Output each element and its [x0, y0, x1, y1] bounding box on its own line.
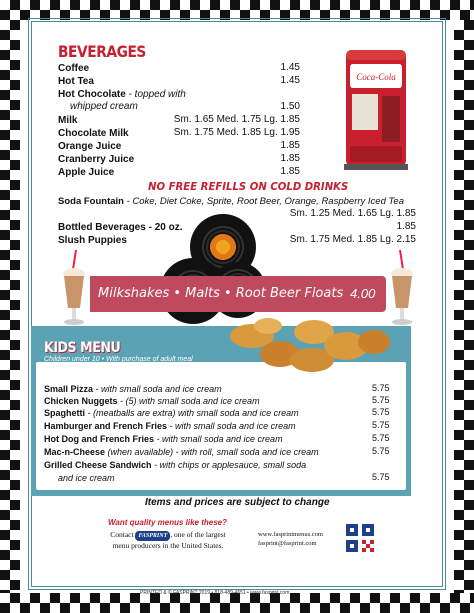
qr-code-icon[interactable]	[346, 524, 374, 552]
beverage-price: 1.50	[280, 101, 300, 112]
vending-machine-image	[340, 48, 412, 172]
beverage-row: Orange Juice	[58, 141, 122, 152]
fountain-sizes: Sm. 1.25 Med. 1.65 Lg. 1.85	[289, 208, 416, 219]
shakes-price: 4.00	[350, 286, 376, 301]
quality-prompt: Want quality menus like these?	[108, 518, 227, 527]
beverage-sizes: Sm. 1.65 Med. 1.75 Lg. 1.85	[173, 114, 300, 125]
kids-subtitle: Children under 10 • With purchase of adult meal	[44, 356, 193, 363]
fountain-row: Soda Fountain - Coke, Diet Coke, Sprite, Root Beer, Orange, Raspberry Iced Tea	[58, 196, 405, 207]
checker-border-left	[0, 0, 20, 613]
beverage-price: 1.85	[280, 166, 300, 177]
refill-notice: NO FREE REFILLS ON COLD DRINKS	[148, 180, 349, 193]
kids-row-note: and ice cream	[58, 473, 115, 483]
beverage-row: Cranberry Juice	[58, 154, 135, 165]
kids-price: 5.75	[372, 420, 390, 430]
beverage-row: Hot Chocolate - topped with	[58, 89, 186, 100]
kids-row: Spaghetti - (meatballs are extra) with small soda and ice cream	[44, 408, 299, 418]
milkshake-icon	[58, 250, 90, 330]
kids-price: 5.75	[372, 383, 390, 393]
kids-row: Hamburger and French Fries - with small soda and ice cream	[44, 421, 296, 431]
kids-title: KIDS MENU	[44, 340, 121, 356]
kids-price: 5.75	[372, 433, 390, 443]
kids-row: Mac-n-Cheese (when available) - with roll, small soda and ice cream	[44, 447, 319, 457]
beverage-row: Chocolate Milk	[58, 128, 129, 139]
kids-price: 5.75	[372, 472, 390, 482]
shakes-label: Milkshakes • Malts • Root Beer Floats	[98, 286, 344, 301]
beverage-row: Hot Tea	[58, 76, 94, 87]
beverage-price: 1.45	[280, 75, 300, 86]
kids-row: Hot Dog and French Fries - with small soda and ice cream	[44, 434, 283, 444]
vending-brand: Coca-Cola	[356, 72, 396, 82]
web-link[interactable]: www.fasprintmenus.com	[258, 531, 323, 538]
kids-price: 5.75	[372, 446, 390, 456]
fine-print: PRINTED & © FASPRINT 2019 • 818-489-4651 • www.fasprint.com	[140, 590, 290, 596]
beverage-row-note: whipped cream	[70, 101, 138, 112]
bottled-price: 1.85	[396, 221, 416, 232]
beverage-row: Coffee	[58, 63, 90, 74]
beverage-price: 1.85	[280, 140, 300, 151]
checker-border-top	[0, 0, 474, 20]
fasprint-logo: FASPRINT	[135, 531, 170, 541]
kids-row: Small Pizza - with small soda and ice cream	[44, 384, 222, 394]
web-contact	[258, 530, 323, 548]
beverage-row: Apple Juice	[58, 167, 115, 178]
beverages-title: BEVERAGES	[58, 42, 146, 61]
kids-price: 5.75	[372, 395, 390, 405]
slush-sizes: Sm. 1.75 Med. 1.85 Lg. 2.15	[289, 234, 416, 245]
beverage-price: 1.85	[280, 153, 300, 164]
beverage-price: 1.45	[280, 62, 300, 73]
chicken-nuggets-image	[222, 314, 392, 380]
kids-row: Grilled Cheese Sandwich - with chips or applesauce, small soda	[44, 460, 307, 470]
email-link[interactable]: fasprint@fasprint.com	[258, 540, 317, 547]
bottled-row: Bottled Beverages - 20 oz.	[58, 222, 183, 233]
slush-row: Slush Puppies	[58, 235, 127, 246]
kids-row: Chicken Nuggets - (5) with small soda and ice cream	[44, 396, 260, 406]
contact-text: Contact FASPRINT , one of the largest menu producers in the United States.	[110, 530, 226, 550]
subject-to-change-notice: Items and prices are subject to change	[145, 497, 330, 508]
checker-border-bottom	[0, 593, 474, 613]
checker-border-right	[454, 0, 474, 613]
kids-price: 5.75	[372, 407, 390, 417]
beverage-sizes: Sm. 1.75 Med. 1.85 Lg. 1.95	[173, 127, 300, 138]
beverage-row: Milk	[58, 115, 78, 126]
